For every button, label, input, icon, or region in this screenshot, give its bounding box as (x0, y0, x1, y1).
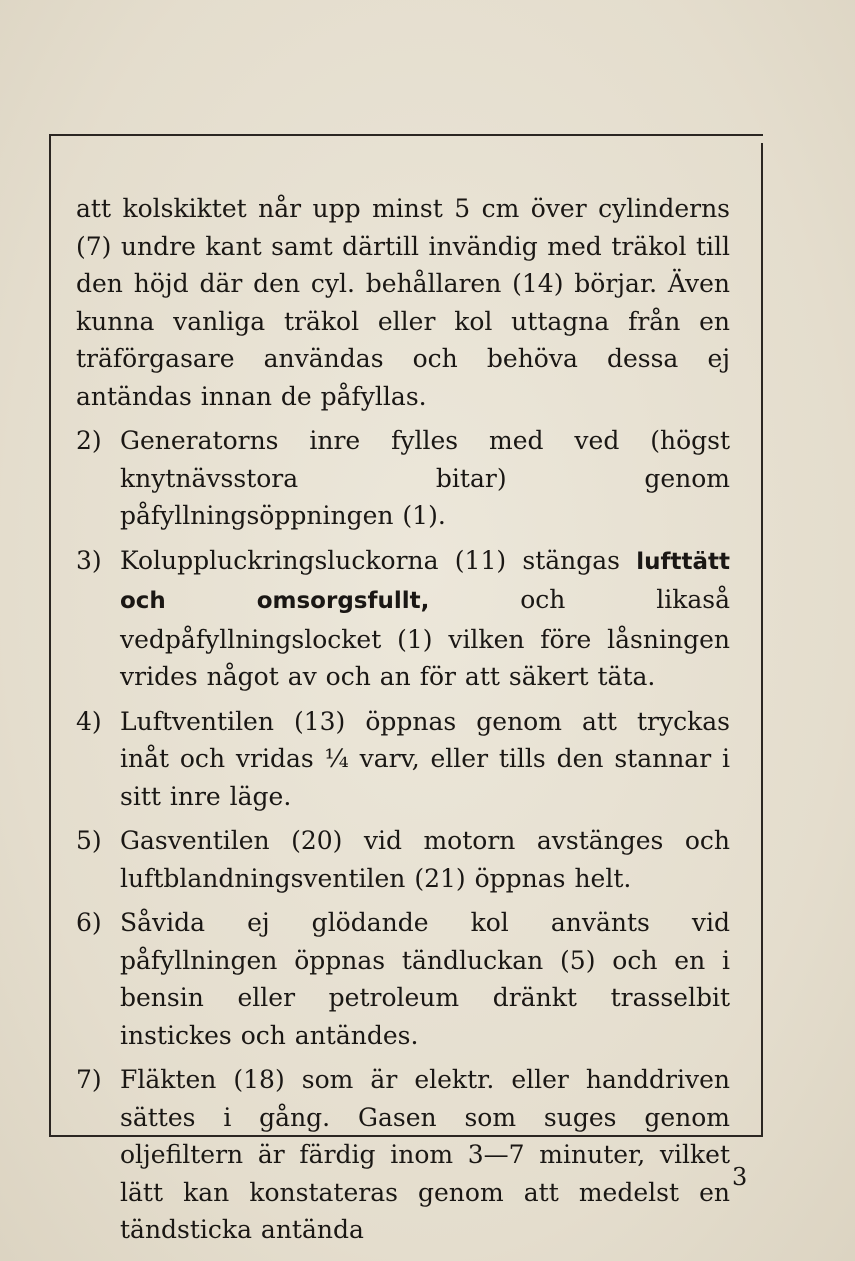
item-number: 5) (76, 826, 102, 855)
list-item-6 (76, 904, 730, 1054)
list-item-3 (76, 542, 730, 696)
item-text-before: Koluppluckringsluckorna (11) stängas (120, 545, 620, 575)
page-number: 3 (732, 1163, 748, 1191)
item-number: 2) (76, 426, 102, 455)
frame-left-rule (49, 134, 51, 1135)
item-bold-text: lufttätt och omsorgsfullt, (120, 548, 730, 614)
intro-paragraph: att kolskiktet når upp minst 5 cm över cylinderns (7) undre kant samt därtill invändig med träkol till den höjd där den cyl. behållaren (14) börjar. Även kunna vanliga träkol eller kol uttagna från en träförgasare användas och behöva dessa ej antändas innan de påfyllas. (76, 194, 730, 411)
list-item-2 (76, 422, 730, 535)
list-item-5 (76, 822, 730, 897)
list-item-7 (76, 1061, 730, 1249)
item-number: 7) (76, 1065, 102, 1094)
item-number: 6) (76, 908, 102, 937)
item-number: 3) (76, 545, 102, 575)
item-text: Luftventilen (13) öppnas genom att tryckas inåt och vridas ¼ varv, eller tills den stannar i sitt inre läge. (120, 706, 730, 811)
item-text (120, 542, 730, 696)
list-item-4 (76, 703, 730, 816)
item-text: Generatorns inre fylles med ved (högst knytnävsstora bitar) genom påfyllningsöppningen (1). (120, 426, 730, 530)
item-number: 4) (76, 706, 102, 736)
frame-right-rule (761, 143, 763, 1135)
item-text: Såvida ej glödande kol använts vid påfyllningen öppnas tändluckan (5) och en i bensin eller petroleum dränkt trasselbit instickes och antändes. (120, 908, 730, 1050)
item-text: Gasventilen (20) vid motorn avstänges och luftblandningsventilen (21) öppnas helt. (120, 826, 730, 893)
page-body-text (76, 190, 730, 1249)
item-text: Fläkten (18) som är elektr. eller handdriven sättes i gång. Gasen som suges genom oljefiltern är färdig inom 3—7 minuter, vilket lätt kan konstateras genom att medelst en tändsticka antända (120, 1065, 730, 1244)
item-text-after: och likaså vedpåfyllningslocket (1) vilken före låsningen vrides något av och an för att säkert täta. (120, 585, 730, 691)
frame-top-rule (49, 134, 763, 136)
